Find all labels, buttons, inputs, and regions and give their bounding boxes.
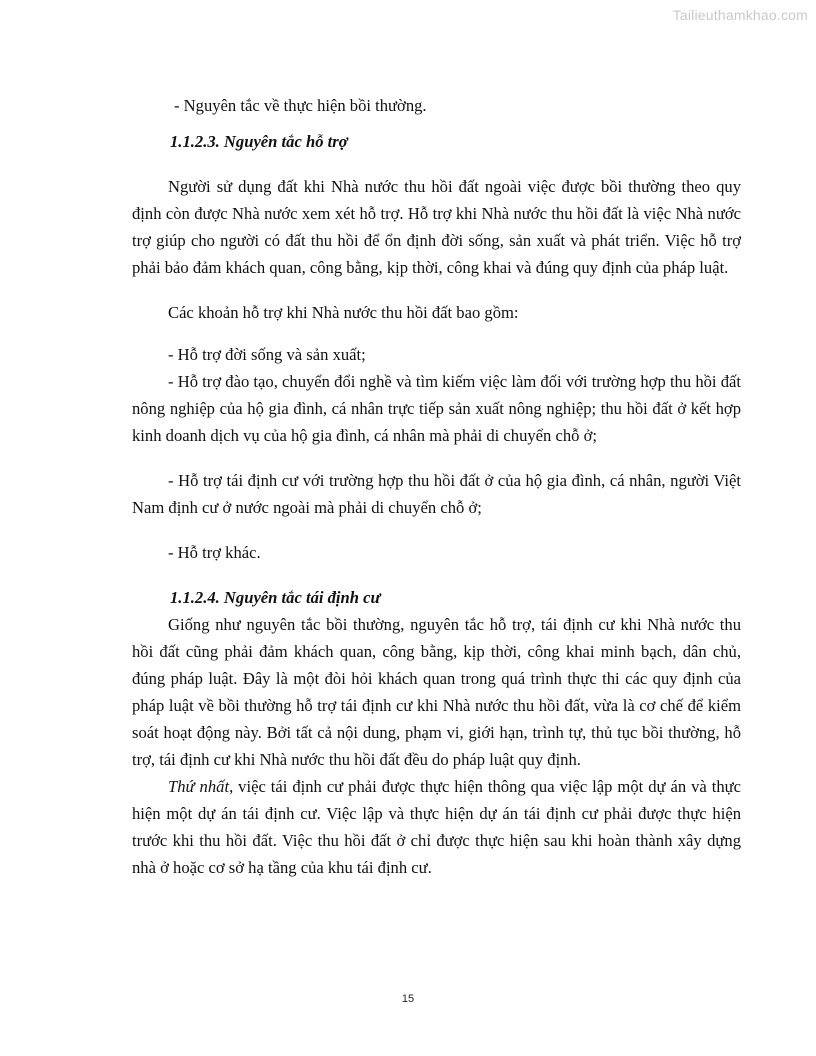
watermark: Tailieuthamkhao.com [672, 7, 808, 23]
bullet-life-production: - Hỗ trợ đời sống và sản xuất; [168, 345, 366, 364]
paragraph-support-intro: Người sử dụng đất khi Nhà nước thu hồi đất ngoài việc được bồi thường theo quy định còn được Nhà nước xem xét hỗ trợ. Hỗ trợ khi Nhà nước thu hồi đất là việc Nhà nước trợ giúp cho người có đất thu hồi để ổn định đời sống, sản xuất và phát triển. Việc hỗ trợ phải bảo đảm khách quan, công bằng, kịp thời, công khai và đúng quy định của pháp luật. [132, 177, 741, 277]
first-point-text: , việc tái định cư phải được thực hiện thông qua việc lập một dự án và thực hiện một dự án tái định cư. Việc lập và thực hiện dự án tái định cư phải được thực hiện trước khi thu hồi đất. Việc thu hồi đất ở chỉ được thực hiện sau khi hoàn thành xây dựng nhà ở hoặc cơ sở hạ tầng của khu tái định cư. [132, 777, 742, 877]
paragraph-support-list-intro: Các khoản hỗ trợ khi Nhà nước thu hồi đất bao gồm: [168, 303, 519, 322]
bullet-resettlement-support: - Hỗ trợ tái định cư với trường hợp thu hồi đất ở của hộ gia đình, cá nhân, người Việt Nam định cư ở nước ngoài mà phải di chuyển chỗ ở; [132, 471, 741, 517]
first-point-lead: Thứ nhất [168, 777, 230, 796]
bullet-other-support: - Hỗ trợ khác. [168, 543, 261, 562]
section-heading-resettlement: 1.1.2.4. Nguyên tắc tái định cư [170, 588, 381, 607]
paragraph-first-point [132, 773, 741, 881]
document-body [132, 92, 741, 881]
bullet-compensation-principle: - Nguyên tắc về thực hiện bồi thường. [174, 96, 427, 115]
page-number: 15 [401, 993, 415, 1005]
bullet-training-jobs: - Hỗ trợ đào tạo, chuyển đổi nghề và tìm kiếm việc làm đối với trường hợp thu hồi đất nông nghiệp của hộ gia đình, cá nhân trực tiếp sản xuất nông nghiệp; thu hồi đất ở kết hợp kinh doanh dịch vụ của hộ gia đình, cá nhân mà phải di chuyển chỗ ở; [132, 372, 741, 445]
section-heading-support: 1.1.2.3. Nguyên tắc hỗ trợ [170, 132, 348, 151]
paragraph-resettlement-principle: Giống như nguyên tắc bồi thường, nguyên tắc hỗ trợ, tái định cư khi Nhà nước thu hồi đất cũng phải đảm khách quan, công bằng, kịp thời, công khai minh bạch, dân chủ, đúng pháp luật. Đây là một đòi hỏi khách quan trong quá trình thực thi các quy định của pháp luật về bồi thường hỗ trợ tái định cư khi Nhà nước thu hồi đất, vừa là cơ chế để kiểm soát hoạt động này. Bởi tất cả nội dung, phạm vi, giới hạn, trình tự, thủ tục bồi thường, hỗ trợ, tái định cư khi Nhà nước thu hồi đất đều do pháp luật quy định. [132, 615, 741, 769]
